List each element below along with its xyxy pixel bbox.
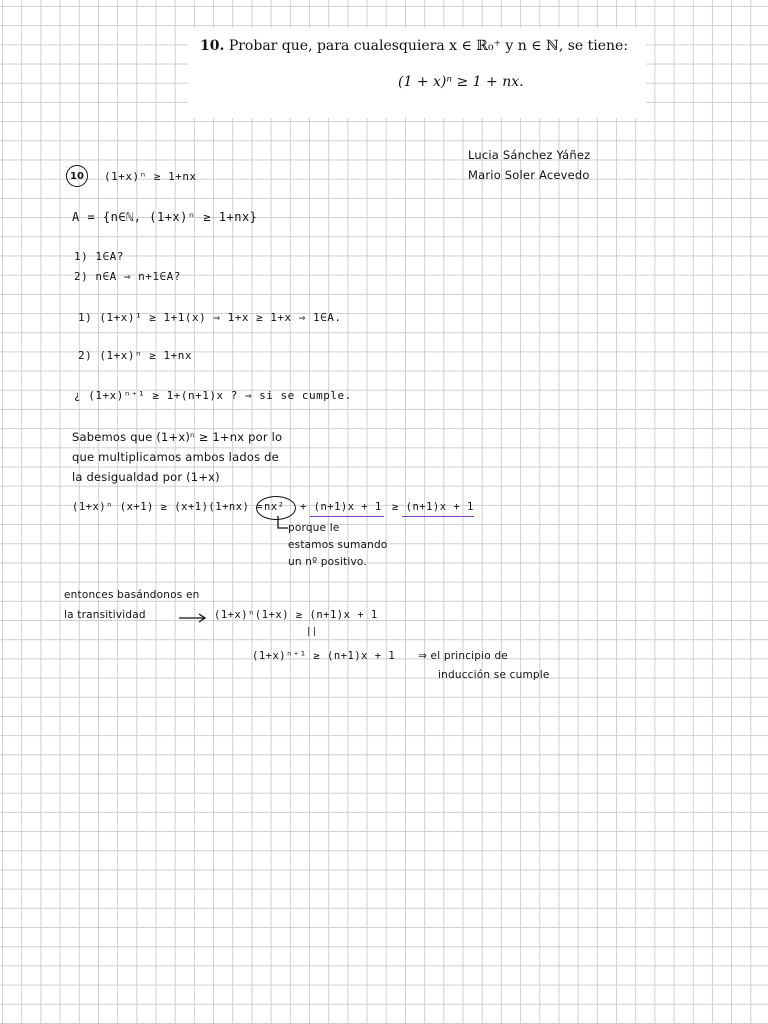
final-conclusion-line-1: ⇒ el principio de [418, 650, 508, 662]
exercise-number-circle [66, 165, 88, 187]
transitivity-arrow [178, 613, 208, 623]
note-line-3: un nº positivo. [288, 556, 367, 568]
problem-number: 10. [200, 38, 225, 54]
step-2: 2) (1+x)ⁿ ≥ 1+nx [78, 349, 192, 362]
conclusion-line-2: la transitividad [64, 609, 146, 621]
underline-right [402, 516, 474, 517]
final-conclusion-line-2: inducción se cumple [438, 669, 550, 681]
explanation-line-1: Sabemos que (1+x)ⁿ ≥ 1+nx por lo [72, 430, 283, 444]
problem-formula: (1 + x)ⁿ ≥ 1 + nx. [398, 74, 524, 90]
step-1: 1) (1+x)¹ ≥ 1+1(x) ⇒ 1+x ≥ 1+x ⇒ 1∈A. [78, 311, 342, 324]
conclusion-line-1: entonces basándonos en [64, 589, 200, 601]
question-2: 2) n∈A ⇒ n+1∈A? [74, 270, 181, 283]
underline-mid [310, 516, 384, 517]
author-name-1: Lucia Sánchez Yáñez [468, 148, 591, 162]
explanation-line-2: que multiplicamos ambos lados de [72, 450, 279, 464]
inequality-mid: + (n+1)x + 1 [300, 501, 382, 513]
inequality-right: ≥ (n+1)x + 1 [392, 501, 474, 513]
set-definition: A = {n∈ℕ, (1+x)ⁿ ≥ 1+nx} [72, 210, 258, 224]
problem-text: Probar que, para cualesquiera x ∈ ℝ₀⁺ y n ∈ ℕ, se tiene: [228, 38, 629, 54]
author-name-2: Mario Soler Acevedo [468, 168, 590, 182]
explanation-line-3: la desigualdad por (1+x) [72, 470, 220, 484]
conclusion-formula: (1+x)ⁿ(1+x) ≥ (n+1)x + 1 [214, 609, 378, 621]
note-line-2: estamos sumando [288, 539, 388, 551]
inequality-left: (1+x)ⁿ (x+1) ≥ (x+1)(1+nx) = [72, 501, 264, 513]
problem-statement [200, 36, 640, 56]
header-formula: (1+x)ⁿ ≥ 1+nx [104, 170, 197, 183]
inequality-circled-term: nx² [264, 501, 285, 513]
step-2-question: ¿ (1+x)ⁿ⁺¹ ≥ 1+(n+1)x ? ⇒ si se cumple. [74, 389, 352, 402]
question-1: 1) 1∈A? [74, 250, 124, 263]
note-line-1: porque le [288, 522, 340, 534]
final-formula: (1+x)ⁿ⁺¹ ≥ (n+1)x + 1 [252, 650, 396, 662]
exercise-number: 10 [70, 170, 84, 182]
equals-symbol: || [306, 627, 318, 637]
